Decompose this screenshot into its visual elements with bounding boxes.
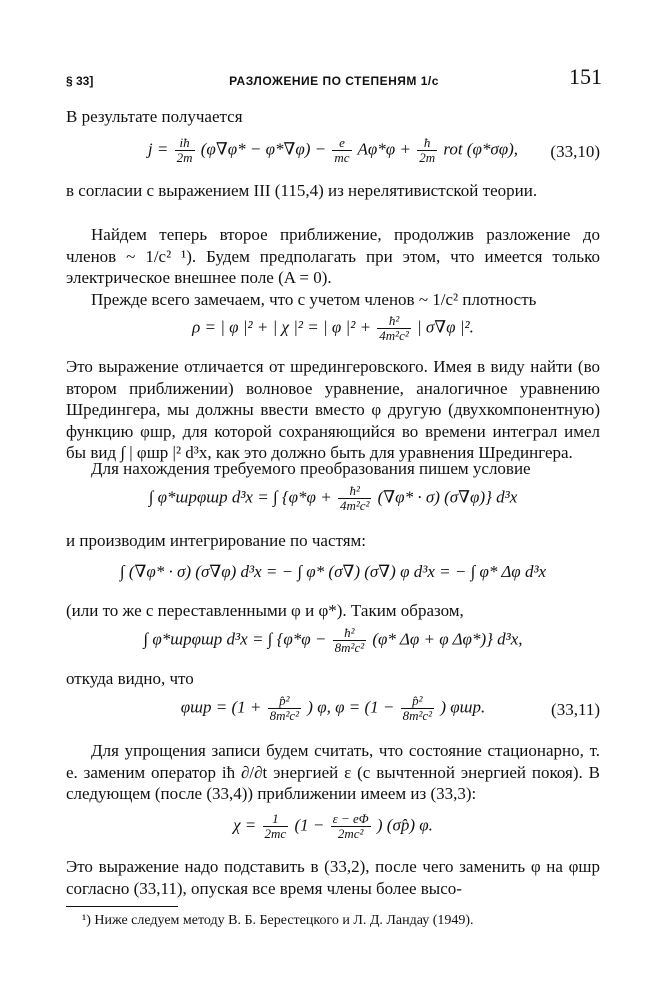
paragraph-9: откуда видно, что: [66, 669, 194, 688]
paragraph-10: Для упрощения записи будем считать, что состояние стационарно, т. е. заменим оператор iħ ∂/∂t энергией ε (с вычтенной энергией покоя). В следующем (после (33,4)) приближении имеем из (33,3):: [66, 741, 600, 803]
paragraph-7: и производим интегрирование по частям:: [66, 531, 367, 550]
paragraph-3: Найдем теперь второе приближение, продолжив разложение до членов ~ 1/c² ¹). Будем предполагать при этом, что имеется только электрическое внешнее поле (A = 0).: [66, 225, 600, 287]
equation-integration: ∫ (∇φ* · σ) (σ∇φ) d³x = − ∫ φ* (σ∇) (σ∇) φ d³x = − ∫ φ* Δφ d³x: [119, 562, 547, 581]
paragraph-1: В результате получается: [66, 107, 243, 126]
equation-density: ρ = | φ |² + | χ |² = | φ |² + $\frac{\text{ħ²}}{\text{4m²c²}}$ | σ∇φ |².: [192, 313, 474, 343]
equation-33-11: φшр = (1 + $\frac{\text{p̂²}}{\text{8m²c²}}$ ) φ, φ = (1 − $\frac{\text{p̂²}}{\text{8m²c²}}$ ) φшр. (33,11): [180, 693, 600, 723]
section-number: § 33]: [66, 74, 94, 88]
footnote: ¹) Ниже следуем методу В. Б. Берестецкого и Л. Д. Ландау (1949).: [82, 913, 474, 928]
footnote-divider: [66, 906, 178, 907]
running-title: РАЗЛОЖЕНИЕ ПО СТЕПЕНЯМ 1/c: [229, 74, 439, 88]
equation-norm: ∫ φ*шрφшр d³x = ∫ {φ*φ − $\frac{\text{ħ²}}{\text{8m²c²}}$ (φ* Δφ + φ Δφ*)} d³x,: [143, 625, 523, 655]
paragraph-4: Прежде всего замечаем, что с учетом членов ~ 1/c² плотность: [91, 290, 537, 309]
paragraph-2: в согласии с выражением III (115,4) из нерелятивистской теории.: [66, 181, 538, 200]
paragraph-8: (или то же с переставленными φ и φ*). Таким образом,: [66, 601, 464, 620]
equation-number: (33,10): [550, 142, 600, 161]
page-header: [66, 64, 602, 98]
equation-condition: ∫ φ*шрφшр d³x = ∫ {φ*φ + $\frac{\text{ħ²}}{\text{4m²c²}}$ (∇φ* · σ) (σ∇φ)} d³x: [148, 483, 518, 513]
paragraph-5: Это выражение отличается от шредингеровского. Имея в виду найти (во втором приближении) волновое уравнение, аналогичное уравнению Шредингера, мы должны ввести вместо φ другую (двухкомпонентную) функцию φшр, для которой сохраняющийся во времени интеграл имел бы вид ∫ | φшр |² d³x, как это должно быть для уравнения Шредингера.: [66, 357, 600, 462]
equation-33-10: j = $\frac{iħ}{2m}$ (φ∇φ* − φ*∇φ) − $\frac{e}{mc}$ Aφ*φ + $\frac{ħ}{2m}$ rot (φ*σφ), (33,10): [147, 135, 600, 165]
page-number: 151: [569, 64, 602, 89]
equation-chi: χ = $\frac{1}{2mc}$ (1 − $\frac{\varepsilon - e\Phi}{\text{2mc²}}$ ) (σp̂) φ.: [233, 811, 433, 841]
paragraph-11: Это выражение надо подставить в (33,2), после чего заменить φ на φшр согласно (33,11), опуская все время члены более высо-: [66, 857, 600, 898]
equation-number: (33,11): [551, 700, 600, 719]
paragraph-6: Для нахождения требуемого преобразования пишем условие: [91, 459, 531, 478]
